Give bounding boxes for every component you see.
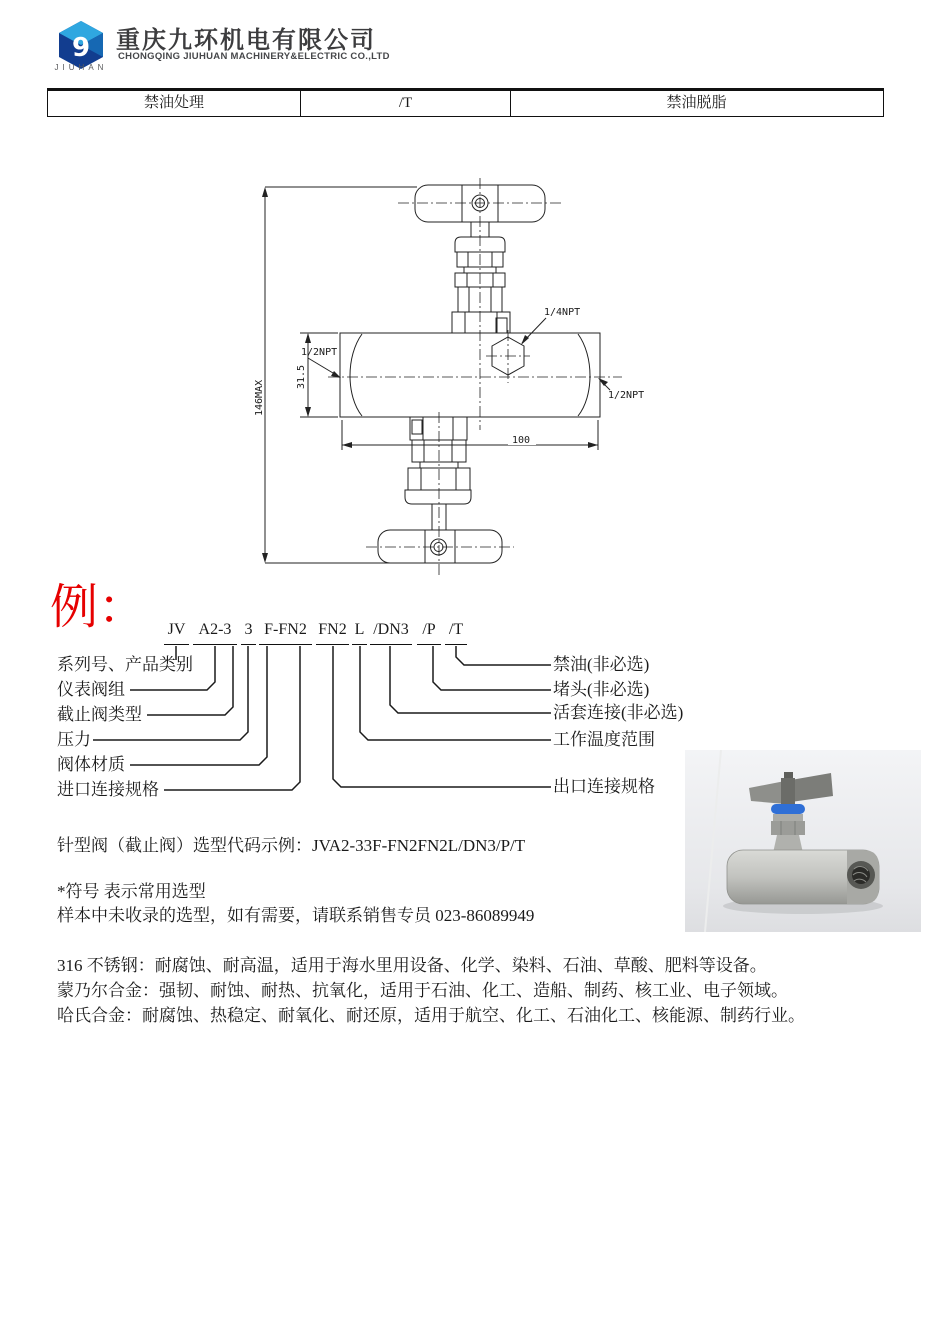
- technical-drawing: [250, 170, 660, 590]
- spec-label-temp-range: 工作温度范围: [553, 730, 655, 749]
- spec-label-body-material: 阀体材质: [57, 755, 125, 774]
- code-segment-manifold: A2-3: [193, 617, 237, 645]
- material-line-316: 316 不锈钢：耐腐蚀、耐高温，适用于海水里用设备、化学、染料、石油、草酸、肥料等设备。: [57, 956, 767, 975]
- bottom-valve-assembly: [378, 417, 502, 563]
- port-label-1-2npt-right: 1/2NPT: [608, 390, 645, 401]
- spec-label-union: 活套连接(非必选): [553, 703, 684, 722]
- code-segment-body-inlet: F-FN2: [259, 617, 312, 645]
- code-segment-pressure: 3: [241, 617, 256, 645]
- spec-label-pressure: 压力: [57, 730, 91, 749]
- code-segment-series: JV: [164, 617, 189, 645]
- spec-label-valve-type: 截止阀类型: [57, 705, 142, 724]
- code-example-line: 针型阀（截止阀）选型代码示例：JVA2-33F-FN2FN2L/DN3/P/T: [57, 836, 526, 855]
- company-name-cn: 重庆九环机电有限公司: [116, 28, 376, 54]
- photo-valve-body: [727, 850, 879, 904]
- port-label-1-2npt-left: 1/2NPT: [301, 347, 338, 358]
- option-cell-degrease: 禁油脱脂: [666, 95, 727, 111]
- symbol-note: *符号 表示常用选型: [57, 882, 206, 901]
- dim-100-label: 100: [512, 435, 531, 446]
- material-line-hastelloy: 哈氏合金：耐腐蚀、热稳定、耐氧化、耐还原，适用于航空、化工、石油化工、核能源、制药行业。: [57, 1006, 805, 1025]
- code-segment-oilfree: /T: [445, 617, 467, 645]
- logo-wordmark: JIUHAN: [54, 63, 108, 72]
- material-line-monel: 蒙乃尔合金：强韧、耐蚀、耐热、抗氧化，适用于石油、化工、造船、制药、核工业、电子领域。: [57, 981, 788, 1000]
- option-cell-treatment: 禁油处理: [48, 91, 301, 116]
- photo-valve-bonnet: [771, 814, 805, 853]
- code-segment-outlet: FN2: [316, 617, 349, 645]
- port-label-1-4npt: 1/4NPT: [544, 307, 581, 318]
- spec-label-plug: 堵头(非必选): [553, 680, 650, 699]
- contact-note: 样本中未收录的选型，如有需要，请联系销售专员 023-86089949: [57, 906, 535, 925]
- example-prefix: 例：: [50, 581, 147, 634]
- spec-label-manifold: 仪表阀组: [57, 680, 125, 699]
- photo-blue-ring: [771, 804, 805, 814]
- company-name-en: CHONGQING JIUHUAN MACHINERY&ELECTRIC CO.,LTD: [118, 51, 390, 62]
- dim-overall-height: [254, 187, 462, 563]
- spec-label-oilfree: 禁油(非必选): [553, 655, 650, 674]
- spec-label-series: 系列号、产品类别: [57, 655, 193, 674]
- svg-text:9: 9: [71, 33, 91, 63]
- code-segment-temp: L: [352, 617, 367, 645]
- spec-label-inlet: 进口连接规格: [57, 780, 159, 799]
- valve-drawing-svg: [250, 170, 660, 585]
- spec-label-outlet: 出口连接规格: [553, 777, 655, 796]
- product-photo: [685, 750, 921, 932]
- dim-146max-label: 146MAX: [254, 379, 265, 416]
- valve-body: [340, 333, 600, 417]
- dim-31-5-label: 31.5: [296, 364, 307, 389]
- dim-body-length: [342, 420, 598, 450]
- centerlines: [328, 178, 622, 577]
- code-segment-union: /DN3: [370, 617, 412, 645]
- code-segment-plug: /P: [417, 617, 441, 645]
- option-cell-code: /T: [301, 91, 511, 116]
- option-table: [47, 88, 884, 117]
